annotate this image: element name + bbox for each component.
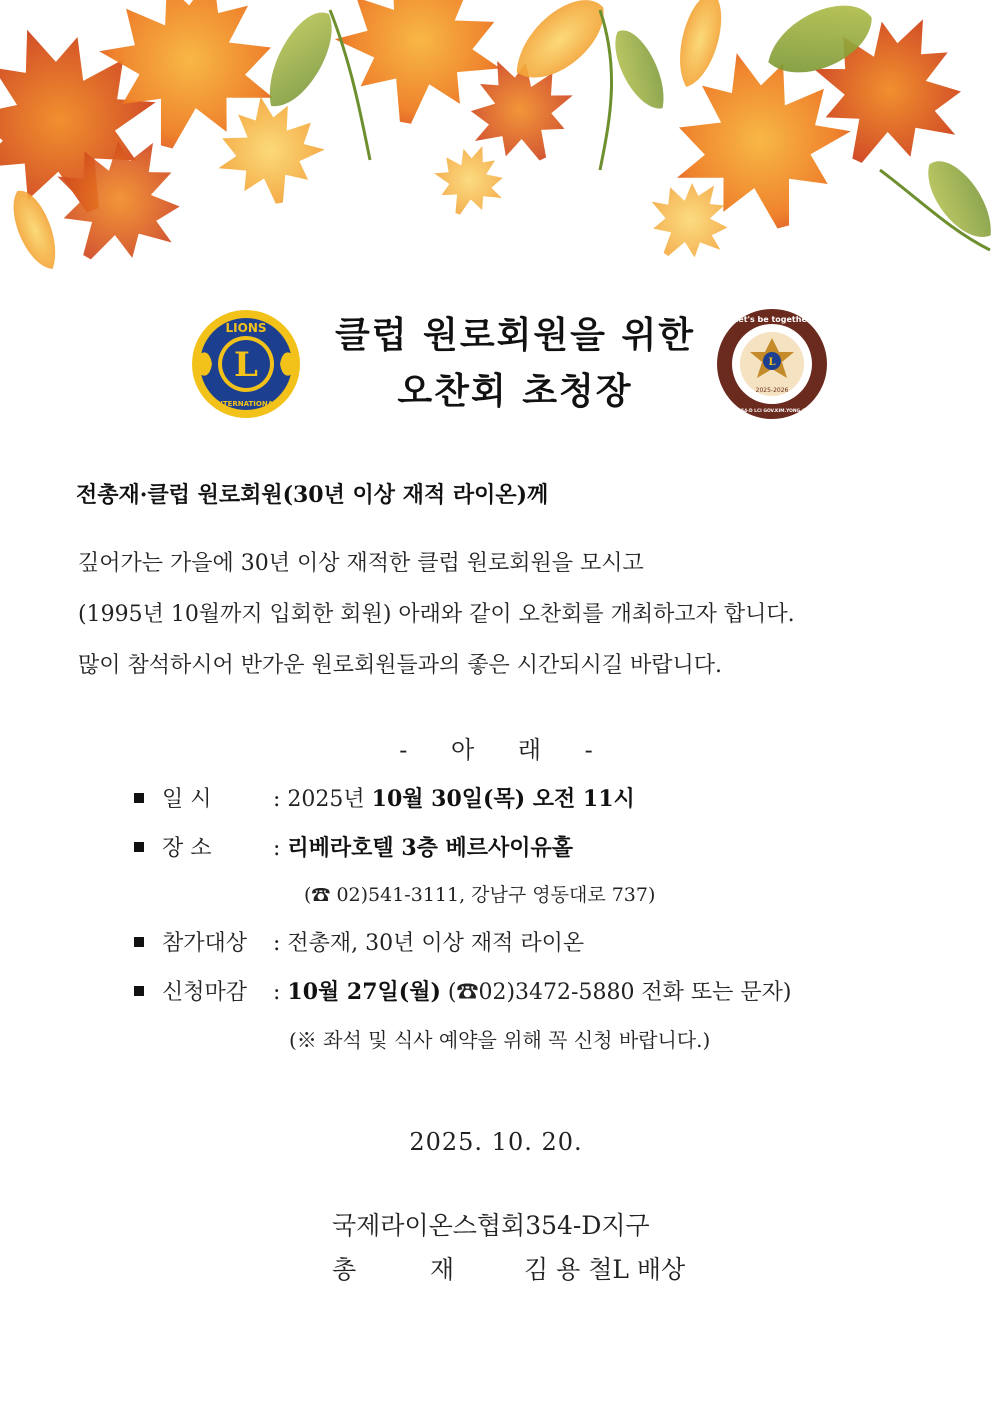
event-details <box>134 782 934 1074</box>
colon: : <box>266 787 288 812</box>
title-line-2: 오찬회 초청장 <box>397 371 633 412</box>
deadline-label: 신청마감 <box>162 980 248 1005</box>
deadline-bold: 10월 27일(월) <box>287 979 441 1005</box>
addressee: 전총재·클럽 원로회원(30년 이상 재적 라이온)께 <box>76 482 549 508</box>
role-char-2: 재 <box>430 1255 455 1284</box>
target-plain: 전총재, 30년 이상 재적 라이온 <box>287 931 585 956</box>
detail-place <box>134 831 934 880</box>
autumn-leaves-banner <box>0 0 992 275</box>
signer-name: 김 용 철L 배상 <box>524 1255 686 1284</box>
lions-logo-top-text: LIONS <box>225 321 267 335</box>
district-badge-logo <box>716 308 828 420</box>
notice-text-2: 래 <box>517 736 541 764</box>
notice-dash-left: - <box>399 736 408 764</box>
body-line-1: 깊어가는 가을에 30년 이상 재적한 클럽 원로회원을 모시고 <box>78 551 644 576</box>
bullet-icon <box>134 937 144 947</box>
detail-deadline <box>134 975 934 1024</box>
bullet-icon <box>134 842 144 852</box>
role-char-1: 총 <box>332 1255 357 1284</box>
colon: : <box>266 836 288 861</box>
page-title <box>320 308 710 420</box>
lions-logo-bottom-text: INTERNATIONAL <box>214 400 278 408</box>
badge-years: 2025-2026 <box>755 387 789 394</box>
deadline-plain: (☎02)3472-5880 전화 또는 문자) <box>440 980 792 1005</box>
datetime-bold: 10월 30일(목) 오전 11시 <box>371 786 635 812</box>
colon: : <box>266 931 288 956</box>
notice-dash-right: - <box>584 736 593 764</box>
lions-logo-letter: L <box>234 345 258 385</box>
badge-top-text: Let's be together <box>733 315 811 324</box>
title-line-1: 클럽 원로회원을 위한 <box>334 315 696 356</box>
detail-datetime <box>134 782 934 831</box>
organization-name: 국제라이온스협회354-D지구 <box>332 1211 650 1240</box>
place-contact: (☎ 02)541-3111, 강남구 영동대로 737) <box>304 884 656 906</box>
lions-international-logo <box>190 308 302 420</box>
badge-bottom-text: DIST.354-D LCI GOV.KIM.YONG-CHEOL <box>725 409 819 414</box>
signature-line <box>332 1250 685 1286</box>
place-bold: 리베라호텔 3층 베르사이유홀 <box>287 835 574 861</box>
body-line-3: 많이 참석하시어 반가운 원로회원들과의 좋은 시간되시길 바랍니다. <box>78 653 723 678</box>
body-line-2: (1995년 10월까지 입회한 회원) 아래와 같이 오찬회를 개최하고자 합니다. <box>78 602 795 627</box>
colon: : <box>266 980 288 1005</box>
deadline-note: (※ 좌석 및 식사 예약을 위해 꼭 신청 바랍니다.) <box>289 1028 711 1052</box>
issue-date: 2025. 10. 20. <box>409 1128 583 1156</box>
notice-heading <box>0 730 992 765</box>
target-label: 참가대상 <box>162 931 248 956</box>
bullet-icon <box>134 986 144 996</box>
notice-text-1: 아 <box>450 736 475 764</box>
place-label: 장 소 <box>162 836 212 861</box>
datetime-label: 일 시 <box>162 787 212 812</box>
invitation-body <box>78 538 938 691</box>
datetime-plain: 2025년 <box>287 787 372 812</box>
detail-target <box>134 926 934 975</box>
bullet-icon <box>134 793 144 803</box>
svg-text:L: L <box>768 357 776 368</box>
